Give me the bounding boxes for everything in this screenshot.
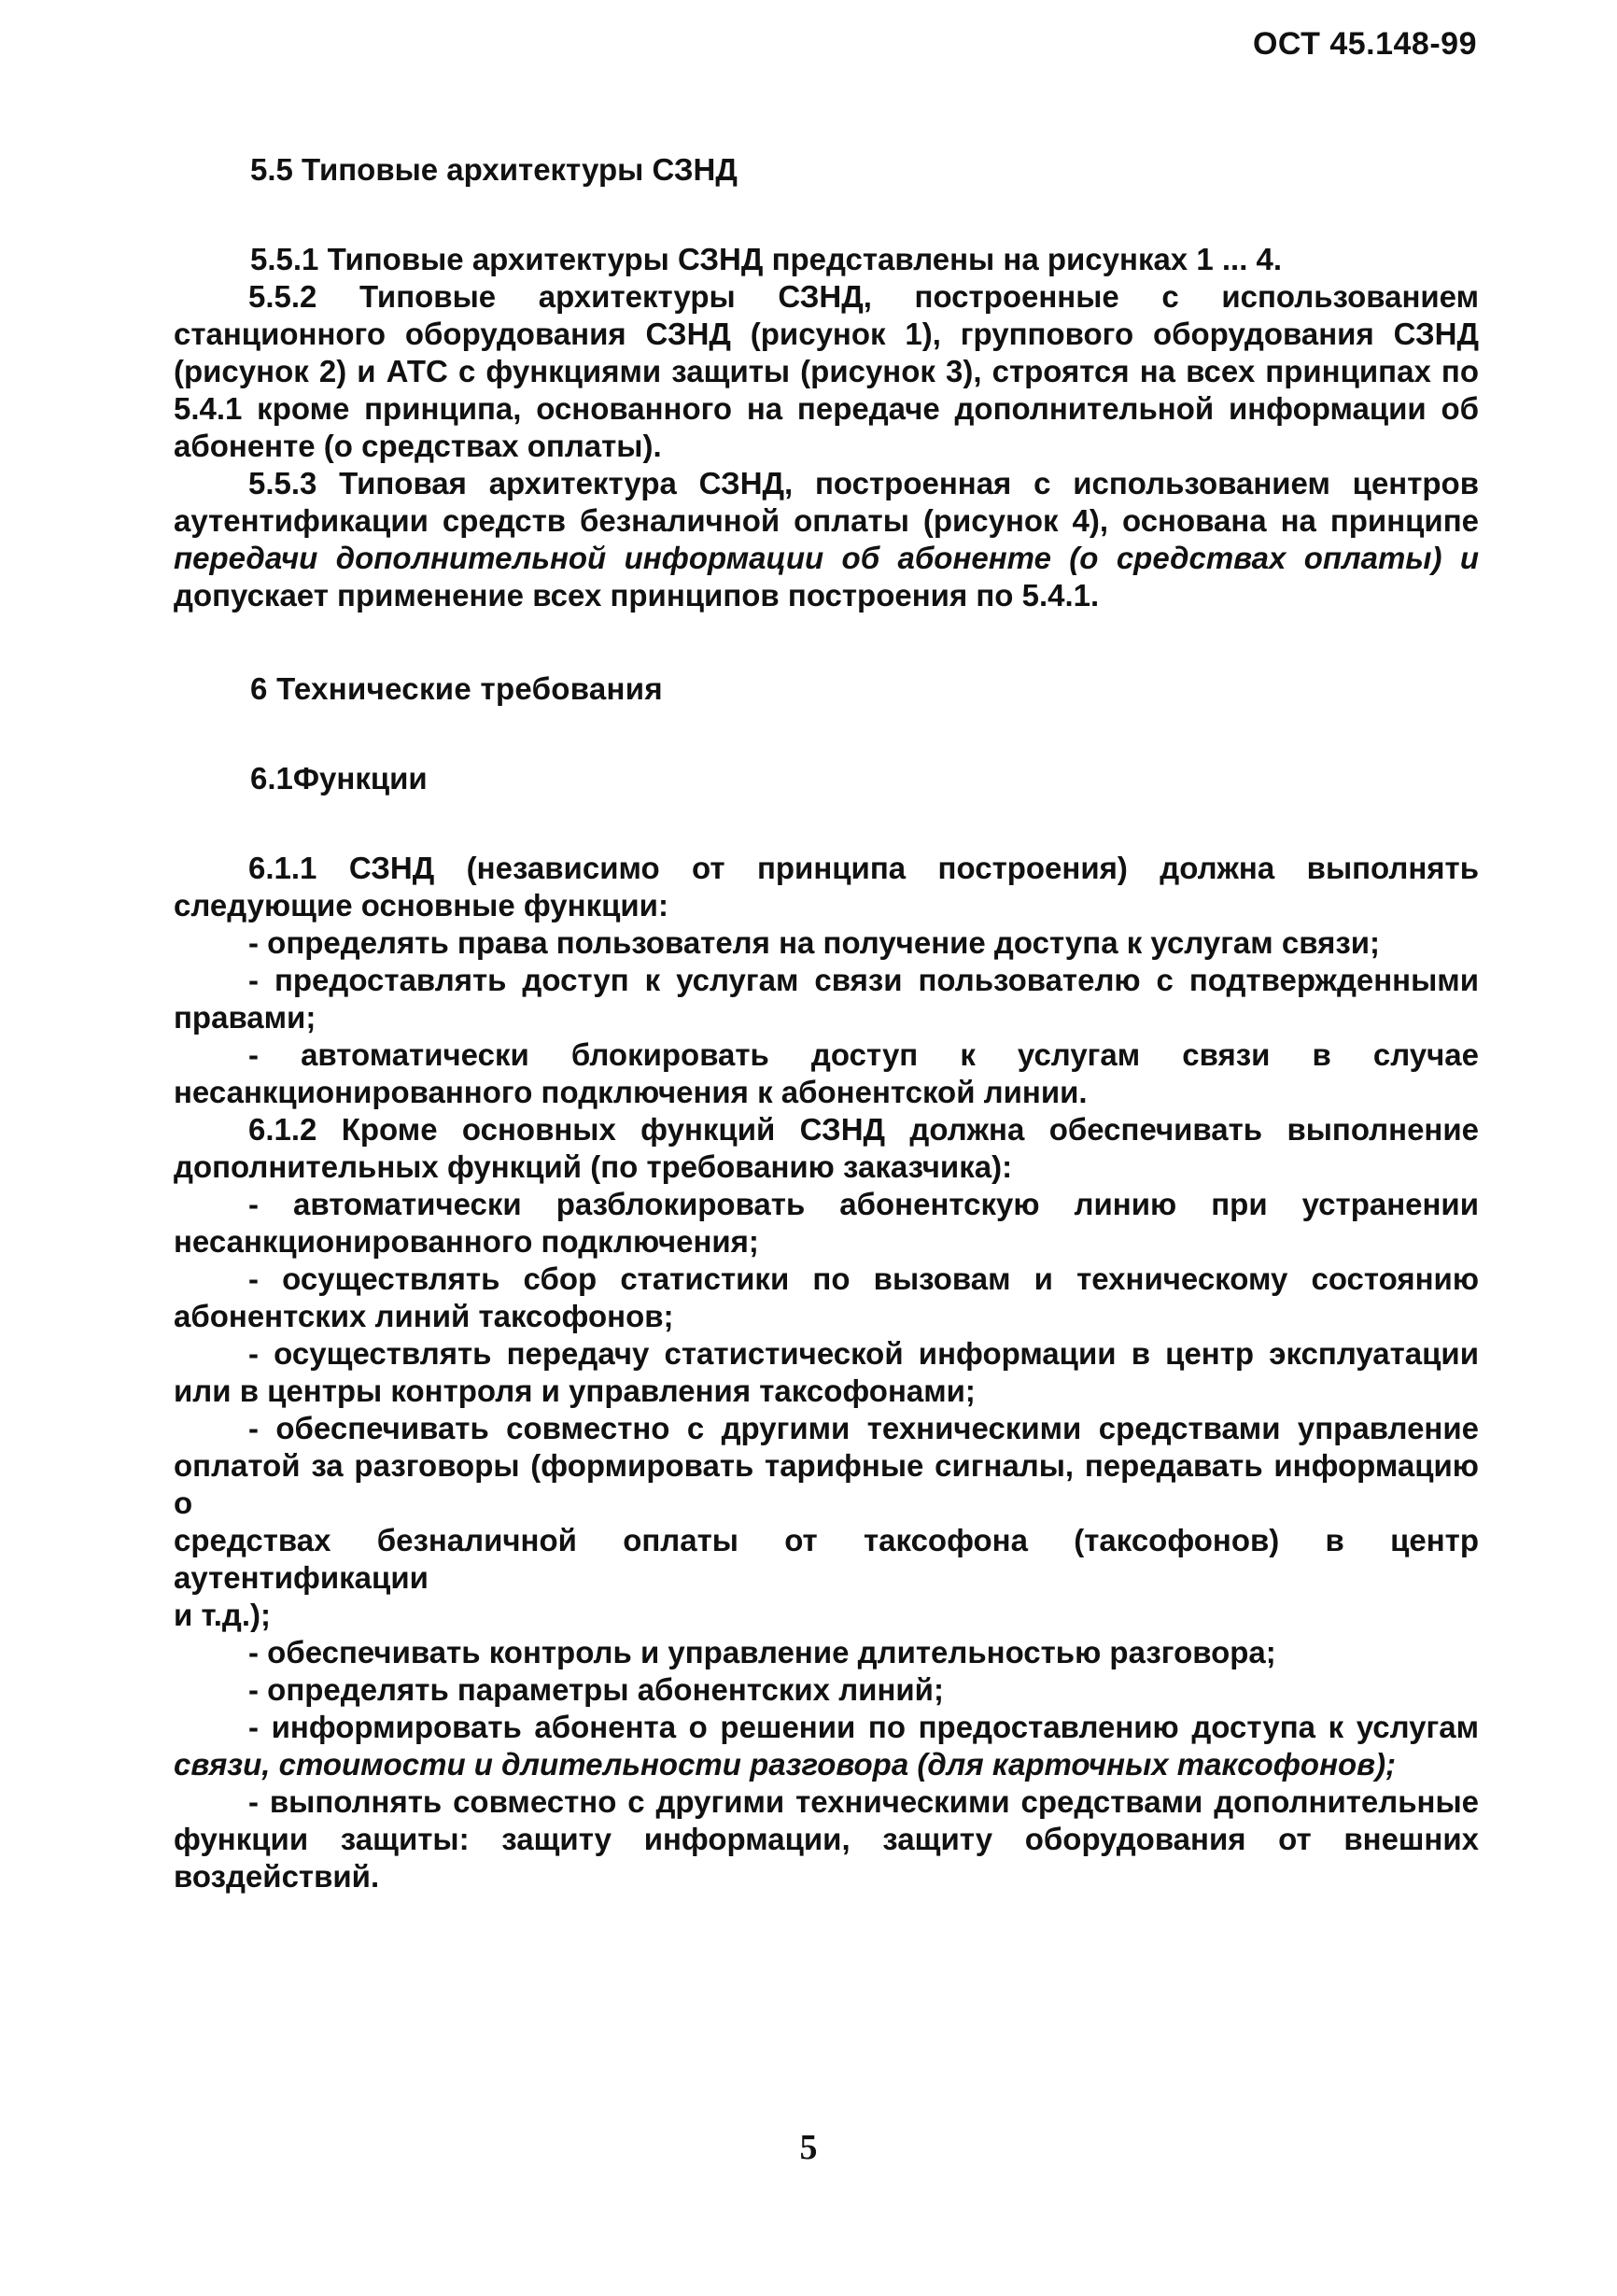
list-item [174,1335,1479,1410]
text-line: станционного оборудования СЗНД (рисунок 1), группового оборудования СЗНД [174,317,1479,351]
text-line: правами; [174,1000,316,1035]
text-line: - автоматически блокировать доступ к услугам связи в случае [248,1037,1479,1072]
subsection-heading-6-1: 6.1Функции [250,761,428,796]
text-line: - информировать абонента о решении по предоставлению доступа к услугам [248,1710,1479,1744]
text-line: или в центры контроля и управления таксофонами; [174,1373,976,1408]
text-line: передачи дополнительной информации об абоненте (о средствах оплаты) и [174,541,1479,575]
text-line: аутентификации средств безналичной оплаты (рисунок 4), основана на принципе [174,503,1479,538]
list-item [174,1709,1479,1783]
text-line: несанкционированного подключения к абонентской линии. [174,1075,1088,1109]
text-line: связи, стоимости и длительности разговора (для карточных таксофонов); [174,1747,1397,1782]
text-line: - автоматически разблокировать абонентскую линию при устранении [248,1187,1479,1221]
list-item: - обеспечивать контроль и управление длительностью разговора; [248,1635,1276,1669]
list-item [174,962,1479,1036]
paragraph-6-1-2 [174,1111,1479,1186]
list-item [174,1783,1479,1895]
text-line: - осуществлять передачу статистической информации в центр эксплуатации [248,1336,1479,1371]
document-code: ОСТ 45.148-99 [1252,26,1477,62]
text-line: следующие основные функции: [174,888,668,923]
text-line: - выполнять совместно с другими техническими средствами дополнительные [248,1784,1479,1819]
text-line: несанкционированного подключения; [174,1224,759,1259]
text-line: (рисунок 2) и АТС с функциями защиты (рисунок 3), строятся на всех принципах по [174,354,1479,388]
text-line: 6.1.2 Кроме основных функций СЗНД должна обеспечивать выполнение [248,1112,1479,1147]
text-line: - обеспечивать совместно с другими техническими средствами управление [248,1411,1479,1445]
list-item: - определять параметры абонентских линий; [248,1672,944,1707]
text-line: допускает применение всех принципов построения по 5.4.1. [174,578,1100,613]
text-line: 6.1.1 СЗНД (независимо от принципа построения) должна выполнять [248,851,1479,885]
section-heading-5-5: 5.5 Типовые архитектуры СЗНД [250,152,738,187]
paragraph-6-1-1 [174,850,1479,924]
text-line: 5.5.3 Типовая архитектура СЗНД, построенная с использованием центров [248,466,1479,500]
text-line: дополнительных функций (по требованию заказчика): [174,1149,1013,1184]
paragraph-5-5-1: 5.5.1 Типовые архитектуры СЗНД представлены на рисунках 1 ... 4. [250,242,1283,276]
page-number: 5 [799,2128,818,2167]
text-line: 5.5.2 Типовые архитектуры СЗНД, построенные с использованием [248,279,1479,314]
text-line: абонентских линий таксофонов; [174,1299,674,1333]
paragraph-5-5-2 [174,278,1479,465]
text-line: 5.4.1 кроме принципа, основанного на передаче дополнительной информации об [174,391,1479,426]
text-line: абоненте (о средствах оплаты). [174,429,662,463]
list-item [174,1036,1479,1111]
paragraph-5-5-3 [174,465,1479,614]
text-line: воздействий. [174,1859,380,1894]
text-line: функции защиты: защиту информации, защиту оборудования от внешних [174,1822,1479,1856]
list-item [174,1261,1479,1335]
text-line: - предоставлять доступ к услугам связи пользователю с подтвержденными [248,963,1479,997]
section-heading-6: 6 Технические требования [250,671,663,706]
text-line: - осуществлять сбор статистики по вызовам и техническому состоянию [248,1261,1479,1296]
text-line: средствах безналичной оплаты от таксофона (таксофонов) в центр аутентификации [174,1523,1479,1595]
list-item [174,1186,1479,1261]
text-line: оплатой за разговоры (формировать тарифные сигналы, передавать информацию о [174,1448,1479,1520]
list-item: - определять права пользователя на получение доступа к услугам связи; [248,925,1381,960]
list-item [174,1410,1479,1634]
document-body [174,151,1479,1895]
text-line: и т.д.); [174,1598,271,1632]
